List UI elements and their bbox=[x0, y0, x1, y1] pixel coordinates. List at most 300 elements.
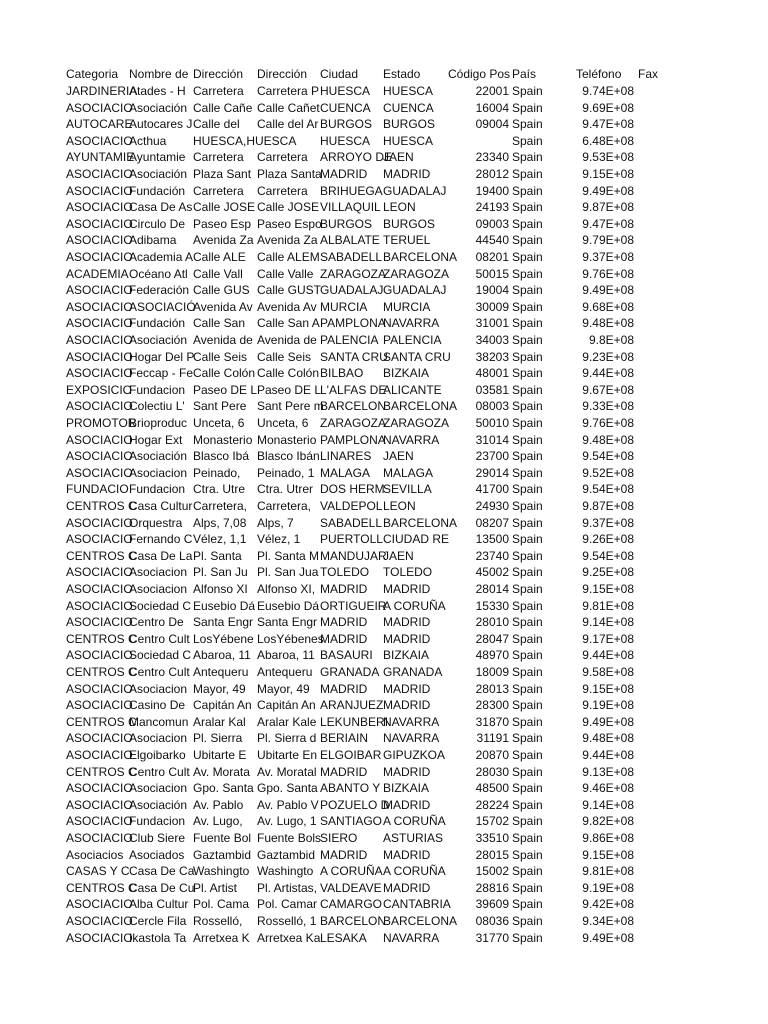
nombre-cell: Academia A bbox=[129, 250, 194, 264]
direccion-cell: Avenida Av bbox=[193, 299, 253, 314]
nombre-cell: Club Siere bbox=[129, 831, 186, 845]
direccion-cell: Gaztambid bbox=[193, 847, 252, 862]
nombre-cell: Casa De As bbox=[129, 200, 193, 215]
pais-cell: Spain bbox=[512, 548, 543, 563]
codigo-postal-cell bbox=[447, 133, 509, 150]
table-row bbox=[0, 332, 768, 349]
codigo-postal-cell: 22001 bbox=[475, 84, 509, 98]
pais-cell: Spain bbox=[512, 582, 543, 596]
direccion-cell: Aralar Kal bbox=[193, 714, 246, 729]
fax-cell bbox=[638, 216, 700, 233]
telefono-cell: 9.87E+08 bbox=[582, 200, 634, 215]
pais-cell: Spain bbox=[512, 482, 543, 497]
table-row bbox=[0, 216, 768, 233]
codigo-postal-cell: 34003 bbox=[475, 333, 509, 347]
telefono-cell: 9.37E+08 bbox=[582, 250, 634, 264]
pais-cell: Spain bbox=[512, 814, 543, 829]
table-row bbox=[0, 398, 768, 415]
codigo-postal-cell: 08207 bbox=[475, 515, 509, 530]
categoria-cell: ASOCIACIO bbox=[66, 831, 133, 845]
categoria-cell: ASOCIACIO bbox=[66, 183, 133, 198]
direccion-cell: Blasco Ibá bbox=[193, 449, 250, 464]
fax-cell bbox=[638, 415, 700, 432]
categoria-cell: ASOCIACIO bbox=[66, 582, 133, 596]
codigo-postal-cell: 08201 bbox=[475, 250, 509, 264]
categoria-cell: ASOCIACIO bbox=[66, 432, 133, 447]
direccion2-cell: Calle Valle bbox=[257, 266, 314, 281]
telefono-cell: 9.49E+08 bbox=[582, 930, 634, 945]
direccion-cell: Eusebio Dá bbox=[193, 598, 256, 613]
telefono-cell: 9.82E+08 bbox=[582, 814, 634, 829]
fax-cell bbox=[638, 581, 700, 598]
codigo-postal-cell: 30009 bbox=[475, 299, 509, 314]
direccion2-cell: Alfonso XI, bbox=[257, 582, 316, 596]
codigo-postal-cell: 28300 bbox=[475, 698, 509, 713]
estado-cell: HUESCA bbox=[383, 133, 434, 148]
direccion-cell: Paseo DE L bbox=[193, 382, 258, 397]
direccion-cell: Peinado, bbox=[193, 465, 241, 480]
codigo-postal-cell: 18009 bbox=[475, 665, 509, 679]
codigo-postal-cell: 28224 bbox=[475, 797, 509, 812]
categoria-cell: ASOCIACIO bbox=[66, 648, 133, 663]
nombre-cell: Casa De La bbox=[129, 548, 193, 563]
estado-cell: CANTABRIA bbox=[383, 897, 451, 912]
pais-cell: Spain bbox=[512, 167, 543, 181]
nombre-cell: Feccap - Fe bbox=[129, 366, 194, 381]
nombre-cell: Sociedad C bbox=[129, 598, 192, 613]
ciudad-cell: CAMARGO bbox=[320, 897, 383, 912]
ciudad-cell: SIERO bbox=[320, 831, 358, 845]
telefono-cell: 9.74E+08 bbox=[582, 84, 634, 98]
fax-cell bbox=[638, 930, 700, 947]
nombre-cell: Alba Cultur bbox=[129, 897, 189, 912]
direccion-cell: Pl. San Ju bbox=[193, 565, 248, 580]
direccion2-cell: Capitán An bbox=[257, 698, 316, 713]
codigo-postal-cell: 31001 bbox=[475, 316, 509, 331]
direccion-cell: Calle ALE bbox=[193, 250, 246, 264]
direccion2-cell: Avenida de bbox=[257, 333, 317, 347]
direccion-cell: Rosselló, bbox=[193, 914, 243, 928]
ciudad-cell: LESAKA bbox=[320, 930, 367, 945]
direccion2-cell: Carretera P bbox=[257, 84, 320, 98]
pais-cell: Spain bbox=[512, 631, 543, 646]
direccion-cell: Pol. Cama bbox=[193, 897, 250, 912]
categoria-cell: ASOCIACIO bbox=[66, 532, 133, 547]
fax-cell bbox=[638, 747, 700, 764]
categoria-cell: ASOCIACIO bbox=[66, 366, 133, 381]
pais-cell: Spain bbox=[512, 615, 543, 630]
telefono-cell: 9.14E+08 bbox=[582, 615, 634, 630]
telefono-cell: 9.25E+08 bbox=[582, 565, 634, 580]
estado-cell: MURCIA bbox=[383, 299, 431, 314]
direccion-cell: Gpo. Santa bbox=[193, 781, 254, 796]
nombre-cell: Casa De Cu bbox=[129, 880, 195, 895]
ciudad-cell: SABADELL bbox=[320, 250, 383, 264]
telefono-cell: 9.15E+08 bbox=[582, 847, 634, 862]
table-row bbox=[0, 166, 768, 183]
ciudad-cell: MADRID bbox=[320, 631, 368, 646]
table-row bbox=[0, 282, 768, 299]
nombre-cell: Ikastola Ta bbox=[129, 930, 187, 945]
pais-cell: Spain bbox=[512, 316, 543, 331]
direccion-cell: Carretera bbox=[193, 84, 244, 98]
fax-cell bbox=[638, 697, 700, 714]
fax-cell bbox=[638, 515, 700, 532]
pais-cell: Spain bbox=[512, 930, 543, 945]
categoria-cell: ASOCIACIO bbox=[66, 698, 133, 713]
column-header: Nombre de bbox=[129, 67, 189, 81]
estado-cell: GRANADA bbox=[383, 665, 443, 679]
direccion2-cell: Sant Pere m bbox=[257, 399, 324, 414]
telefono-cell: 9.58E+08 bbox=[582, 665, 634, 679]
pais-cell: Spain bbox=[512, 880, 543, 895]
column-header: Fax bbox=[638, 67, 659, 81]
estado-cell: HUESCA bbox=[383, 84, 434, 98]
nombre-cell: Asociación bbox=[129, 100, 188, 115]
fax-cell bbox=[638, 249, 700, 266]
nombre-cell: Fundacion bbox=[129, 382, 186, 397]
nombre-cell: Casa Cultur bbox=[129, 499, 193, 513]
categoria-cell: ASOCIACIO bbox=[66, 465, 133, 480]
table-row bbox=[0, 847, 768, 864]
direccion-cell: Avenida Za bbox=[193, 233, 254, 248]
fax-cell bbox=[638, 498, 700, 515]
pais-cell: Spain bbox=[512, 250, 543, 264]
pais-cell: Spain bbox=[512, 399, 543, 414]
codigo-postal-cell: 45002 bbox=[475, 565, 509, 580]
direccion2-cell: Peinado, 1 bbox=[257, 465, 315, 480]
pais-cell: Spain bbox=[512, 781, 543, 796]
fax-cell bbox=[638, 830, 700, 847]
pais-cell: Spain bbox=[512, 698, 543, 713]
ciudad-cell: ORTIGUEIR bbox=[320, 598, 387, 613]
ciudad-cell: SANTA CRU bbox=[320, 349, 388, 364]
table-row bbox=[0, 614, 768, 631]
telefono-cell: 9.69E+08 bbox=[582, 100, 634, 115]
fax-cell bbox=[638, 349, 700, 366]
fax-cell bbox=[638, 232, 700, 249]
telefono-cell: 9.86E+08 bbox=[582, 831, 634, 845]
table-row bbox=[0, 564, 768, 581]
pais-cell: Spain bbox=[512, 797, 543, 812]
categoria-cell: ASOCIACIO bbox=[66, 449, 133, 464]
direccion2-cell: Abaroa, 11 bbox=[257, 648, 315, 663]
estado-cell: NAVARRA bbox=[383, 930, 440, 945]
nombre-cell: Centro Cult bbox=[129, 665, 190, 679]
nombre-cell: Hogar Del P bbox=[129, 349, 195, 364]
column-header: Estado bbox=[383, 67, 421, 81]
codigo-postal-cell: 28012 bbox=[475, 167, 509, 181]
pais-cell: Spain bbox=[512, 897, 543, 912]
telefono-cell: 9.19E+08 bbox=[582, 698, 634, 713]
fax-cell bbox=[638, 332, 700, 349]
ciudad-cell: MADRID bbox=[320, 681, 368, 696]
direccion-cell: Calle del bbox=[193, 117, 240, 132]
direccion2-cell: Calle JOSE bbox=[257, 200, 320, 215]
nombre-cell: ASOCIACIÓ bbox=[129, 299, 196, 314]
ciudad-cell: CUENCA bbox=[320, 100, 371, 115]
telefono-cell: 9.33E+08 bbox=[582, 399, 634, 414]
ciudad-cell: POZUELO D bbox=[320, 797, 390, 812]
ciudad-cell: MALAGA bbox=[320, 465, 371, 480]
fax-cell bbox=[638, 116, 700, 133]
pais-cell: Spain bbox=[512, 499, 543, 513]
estado-cell: JAEN bbox=[383, 449, 414, 464]
direccion2-cell: Carretera bbox=[257, 150, 308, 165]
direccion2-cell: Gpo. Santa bbox=[257, 781, 318, 796]
nombre-cell: Fernando C bbox=[129, 532, 193, 547]
fax-cell bbox=[638, 465, 700, 482]
nombre-cell: Atades - H bbox=[129, 84, 186, 98]
categoria-cell: ASOCIACIO bbox=[66, 748, 133, 762]
ciudad-cell: ZARAGOZA bbox=[320, 266, 387, 281]
table-row bbox=[0, 349, 768, 366]
ciudad-cell: A CORUÑA bbox=[320, 864, 383, 879]
pais-cell: Spain bbox=[512, 681, 543, 696]
pais-cell: Spain bbox=[512, 183, 543, 198]
categoria-cell: CENTROS C bbox=[66, 631, 137, 646]
telefono-cell: 9.17E+08 bbox=[582, 631, 634, 646]
codigo-postal-cell: 28010 bbox=[475, 615, 509, 630]
fax-cell bbox=[638, 133, 700, 150]
direccion-cell: Washingto bbox=[193, 864, 250, 879]
estado-cell: BARCELONA bbox=[383, 914, 458, 928]
fax-cell bbox=[638, 813, 700, 830]
ciudad-cell: SABADELL bbox=[320, 515, 383, 530]
estado-cell: TOLEDO bbox=[383, 565, 433, 580]
pais-cell: Spain bbox=[512, 117, 543, 132]
pais-cell: Spain bbox=[512, 233, 543, 248]
fax-cell bbox=[638, 83, 700, 100]
nombre-cell: Centro Cult bbox=[129, 764, 190, 779]
ciudad-cell: L'ALFAS DE bbox=[320, 382, 387, 397]
nombre-cell: Cercle Fila bbox=[129, 914, 187, 928]
table-row bbox=[0, 647, 768, 664]
categoria-cell: ASOCIACIO bbox=[66, 914, 133, 928]
categoria-cell: ASOCIACIO bbox=[66, 399, 133, 414]
ciudad-cell: BARCELON bbox=[320, 914, 387, 928]
ciudad-cell: BURGOS bbox=[320, 117, 373, 132]
direccion2-cell: Pl. San Jua bbox=[257, 565, 319, 580]
nombre-cell: Asociación bbox=[129, 333, 188, 347]
ciudad-cell: ALBALATE bbox=[320, 233, 380, 248]
codigo-postal-cell: 08003 bbox=[475, 399, 509, 414]
fax-cell bbox=[638, 896, 700, 913]
pais-cell: Spain bbox=[512, 333, 543, 347]
categoria-cell: Asociacios bbox=[66, 847, 124, 862]
estado-cell: A CORUÑA bbox=[383, 814, 446, 829]
estado-cell: CUENCA bbox=[383, 100, 434, 115]
fax-cell bbox=[638, 149, 700, 166]
ciudad-cell: MURCIA bbox=[320, 299, 368, 314]
fax-cell bbox=[638, 382, 700, 399]
categoria-cell: ASOCIACIO bbox=[66, 299, 133, 314]
pais-cell: Spain bbox=[512, 299, 543, 314]
direccion2-cell: Av. Lugo, 1 bbox=[257, 814, 317, 829]
ciudad-cell: MADRID bbox=[320, 615, 368, 630]
direccion2-cell: LosYébenes bbox=[257, 631, 324, 646]
telefono-cell: 9.47E+08 bbox=[582, 117, 634, 132]
direccion2-cell: Eusebio Dá bbox=[257, 598, 320, 613]
fax-cell bbox=[638, 598, 700, 615]
table-row bbox=[0, 266, 768, 283]
nombre-cell: Centro De bbox=[129, 615, 184, 630]
direccion2-cell: Plaza Santa bbox=[257, 167, 322, 181]
table-row bbox=[0, 299, 768, 316]
table-row bbox=[0, 598, 768, 615]
nombre-cell: Asociación bbox=[129, 167, 188, 181]
telefono-cell: 9.23E+08 bbox=[582, 349, 634, 364]
nombre-cell: Fundacion bbox=[129, 814, 186, 829]
estado-cell: BARCELONA bbox=[383, 250, 458, 264]
fax-cell bbox=[638, 481, 700, 498]
codigo-postal-cell: 31014 bbox=[475, 432, 509, 447]
estado-cell: MADRID bbox=[383, 847, 431, 862]
codigo-postal-cell: 50015 bbox=[475, 266, 509, 281]
estado-cell: MADRID bbox=[383, 880, 431, 895]
column-header: Dirección bbox=[257, 67, 308, 81]
categoria-cell: ASOCIACIO bbox=[66, 167, 133, 181]
direccion-cell: HUESCA,HUESCA bbox=[193, 133, 297, 148]
direccion2-cell: Gaztambid bbox=[257, 847, 316, 862]
estado-cell: ALICANTE bbox=[383, 382, 442, 397]
table-row bbox=[0, 764, 768, 781]
nombre-cell: Casino De bbox=[129, 698, 186, 713]
ciudad-cell: GUADALAJ bbox=[320, 283, 384, 298]
fax-cell bbox=[638, 183, 700, 200]
direccion2-cell: Avenida Za bbox=[257, 233, 318, 248]
direccion2-cell: Blasco Ibán bbox=[257, 449, 320, 464]
categoria-cell: AUTOCARE bbox=[66, 117, 133, 132]
table-row bbox=[0, 498, 768, 515]
categoria-cell: ASOCIACIO bbox=[66, 333, 133, 347]
categoria-cell: CENTROS C bbox=[66, 880, 137, 895]
fax-cell bbox=[638, 913, 700, 930]
fax-cell bbox=[638, 847, 700, 864]
codigo-postal-cell: 31770 bbox=[475, 930, 509, 945]
telefono-cell: 9.46E+08 bbox=[582, 781, 634, 796]
table-row bbox=[0, 183, 768, 200]
table-row bbox=[0, 631, 768, 648]
estado-cell: BARCELONA bbox=[383, 515, 458, 530]
table-row bbox=[0, 780, 768, 797]
fax-cell bbox=[638, 564, 700, 581]
categoria-cell: CENTROS C bbox=[66, 714, 137, 729]
direccion2-cell: Arretxea Ka bbox=[257, 930, 321, 945]
telefono-cell: 9.44E+08 bbox=[582, 648, 634, 663]
table-row bbox=[0, 432, 768, 449]
pais-cell: Spain bbox=[512, 366, 543, 381]
pais-cell: Spain bbox=[512, 864, 543, 879]
codigo-postal-cell: 24930 bbox=[475, 499, 509, 513]
categoria-cell: ASOCIACIO bbox=[66, 814, 133, 829]
column-header: Código Pos bbox=[448, 67, 511, 81]
direccion2-cell: Calle GUST bbox=[257, 283, 322, 298]
estado-cell: NAVARRA bbox=[383, 432, 440, 447]
estado-cell: CIUDAD RE bbox=[383, 532, 450, 547]
estado-cell: BIZKAIA bbox=[383, 781, 430, 796]
categoria-cell: ASOCIACIO bbox=[66, 349, 133, 364]
nombre-cell: Fundación bbox=[129, 183, 186, 198]
ciudad-cell: ZARAGOZA bbox=[320, 416, 387, 430]
pais-cell: Spain bbox=[512, 532, 543, 547]
direccion-cell: Santa Engr bbox=[193, 615, 254, 630]
telefono-cell: 9.49E+08 bbox=[582, 283, 634, 298]
nombre-cell: Fundación bbox=[129, 316, 186, 331]
direccion2-cell: Avenida Av bbox=[257, 299, 317, 314]
categoria-cell: EXPOSICIO bbox=[66, 382, 133, 397]
table-row bbox=[0, 548, 768, 565]
column-header: Ciudad bbox=[320, 67, 359, 81]
codigo-postal-cell: 28030 bbox=[475, 764, 509, 779]
fax-cell bbox=[638, 880, 700, 897]
direccion2-cell: Antequeru bbox=[257, 665, 313, 679]
table-row bbox=[0, 382, 768, 399]
categoria-cell: ASOCIACIO bbox=[66, 133, 133, 148]
ciudad-cell: BURGOS bbox=[320, 216, 373, 231]
categoria-cell: PROMOTOR bbox=[66, 416, 137, 430]
direccion-cell: Abaroa, 11 bbox=[193, 648, 251, 663]
codigo-postal-cell: 48500 bbox=[475, 781, 509, 796]
telefono-cell: 9.79E+08 bbox=[582, 233, 634, 248]
nombre-cell: Asociacion bbox=[129, 582, 188, 596]
telefono-cell: 9.81E+08 bbox=[582, 864, 634, 879]
table-row bbox=[0, 515, 768, 532]
nombre-cell: Asociacion bbox=[129, 731, 188, 746]
ciudad-cell: BERIAIN bbox=[320, 731, 369, 746]
direccion2-cell: Paseo Espo bbox=[257, 216, 322, 231]
telefono-cell: 9.15E+08 bbox=[582, 167, 634, 181]
categoria-cell: ASOCIACIO bbox=[66, 216, 133, 231]
nombre-cell: Sociedad C bbox=[129, 648, 192, 663]
categoria-cell: CENTROS C bbox=[66, 665, 137, 679]
pais-cell: Spain bbox=[512, 847, 543, 862]
table-row bbox=[0, 149, 768, 166]
direccion-cell: Antequeru bbox=[193, 665, 249, 679]
direccion2-cell: Ctra. Utrer bbox=[257, 482, 314, 497]
categoria-cell: AYUNTAMIE bbox=[66, 150, 135, 165]
telefono-cell: 9.48E+08 bbox=[582, 432, 634, 447]
direccion-cell: Pl. Sierra bbox=[193, 731, 243, 746]
telefono-cell: 9.76E+08 bbox=[582, 416, 634, 430]
ciudad-cell: VILLAQUIL bbox=[320, 200, 381, 215]
telefono-cell: 9.52E+08 bbox=[582, 465, 634, 480]
categoria-cell: CASAS Y C bbox=[66, 864, 130, 879]
telefono-cell: 9.48E+08 bbox=[582, 731, 634, 746]
direccion-cell: Carretera, bbox=[193, 499, 248, 513]
codigo-postal-cell: 28014 bbox=[475, 582, 509, 596]
nombre-cell: Asociacion bbox=[129, 465, 188, 480]
direccion2-cell bbox=[257, 133, 319, 150]
fax-cell bbox=[638, 199, 700, 216]
pais-cell: Spain bbox=[512, 283, 543, 298]
telefono-cell: 9.13E+08 bbox=[582, 764, 634, 779]
direccion2-cell: Fuente Bols bbox=[257, 831, 322, 845]
pais-cell: Spain bbox=[512, 84, 543, 98]
nombre-cell: Orquestra bbox=[129, 515, 183, 530]
codigo-postal-cell: 15330 bbox=[475, 598, 509, 613]
fax-cell bbox=[638, 764, 700, 781]
telefono-cell: 9.42E+08 bbox=[582, 897, 634, 912]
pais-cell: Spain bbox=[512, 598, 543, 613]
categoria-cell: ASOCIACIO bbox=[66, 681, 133, 696]
direccion2-cell: Pl. Sierra d bbox=[257, 731, 317, 746]
direccion2-cell: Calle Seis bbox=[257, 349, 312, 364]
table-row bbox=[0, 747, 768, 764]
codigo-postal-cell: 39609 bbox=[475, 897, 509, 912]
pais-cell: Spain bbox=[512, 565, 543, 580]
categoria-cell: ASOCIACIO bbox=[66, 100, 133, 115]
